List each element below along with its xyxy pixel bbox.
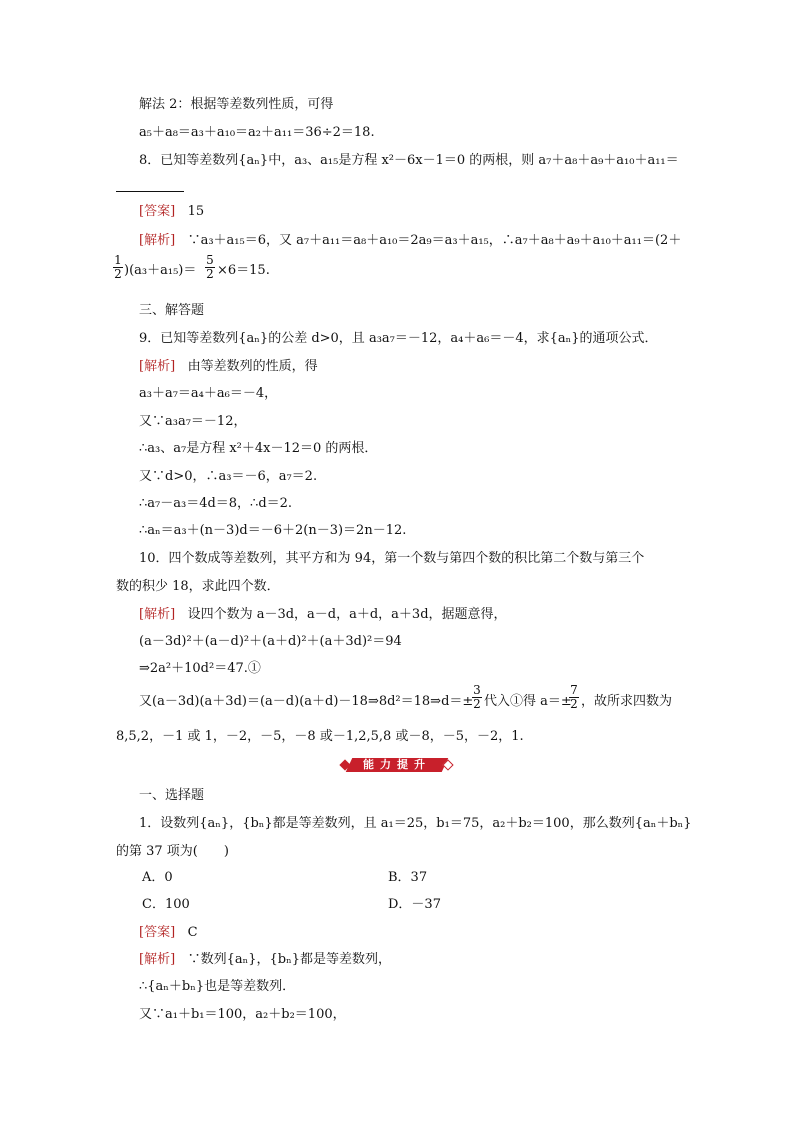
analysis-10-eq1: (a－3d)²＋(a－d)²＋(a＋d)²＋(a＋3d)²＝94 [139, 634, 402, 649]
question-10-line2: 数的积少 18，求此四个数． [116, 579, 280, 594]
fraction-denominator: 2 [114, 267, 122, 281]
analysis-8-line2a: )(a₃＋a₁₅)＝ [124, 263, 197, 278]
question-10-line1: 10．四个数成等差数列，其平方和为 94，第一个数与第四个数的积比第二个数与第三个 [139, 551, 645, 566]
banner-title: 能力提升 [363, 758, 431, 771]
answer-choice-1 [139, 924, 198, 942]
answer-tag: [答案] [139, 925, 176, 940]
analysis-text: ∵a₃＋a₁₅＝6，又 a₇＋a₁₁＝a₈＋a₁₀＝2a₉＝a₃＋a₁₅，∴a₇＋a₈＋a₉＋a₁₀＋a₁₁＝(2＋ [187, 233, 682, 248]
fraction-numerator: 1 [114, 253, 122, 267]
analysis-choice-1-line3: 又∵a₁＋b₁＝100，a₂＋b₂＝100， [139, 1007, 346, 1022]
answer-value: 15 [187, 204, 205, 219]
option-b: B．37 [388, 870, 428, 885]
analysis-10-eq3b: 代入①得 a＝± [484, 694, 572, 709]
method-2-heading: 解法 2：根据等差数列性质，可得 [139, 97, 334, 112]
analysis-9-intro [139, 358, 318, 376]
analysis-10-intro [139, 606, 507, 624]
analysis-10-eq2: ⇒2a²＋10d²＝47.① [139, 661, 261, 676]
analysis-10-result: 8,5,2，－1 或 1，－2，－5，－8 或－1,2,5,8 或－8，－5，－2，1. [116, 729, 524, 744]
analysis-8-line1 [139, 232, 681, 250]
analysis-text: 由等差数列的性质，得 [187, 359, 318, 374]
section-heading-solve: 三、解答题 [139, 303, 205, 318]
analysis-tag: [解析] [139, 952, 176, 967]
fraction-numerator: 5 [206, 253, 214, 267]
fraction-denominator: 2 [473, 697, 481, 711]
answer-blank [116, 191, 184, 192]
analysis-9-step5: ∴a₇－a₃＝4d＝8，∴d＝2. [139, 496, 293, 511]
choice-question-1-line1: 1．设数列{aₙ}，{bₙ}都是等差数列，且 a₁＝25，b₁＝75，a₂＋b₂＝100，那么数列{aₙ＋bₙ} [139, 816, 692, 831]
option-c: C．100 [142, 897, 190, 912]
fraction-numerator: 3 [473, 683, 481, 697]
analysis-choice-1-line1 [139, 951, 391, 969]
analysis-text: ∵数列{aₙ}，{bₙ}都是等差数列， [187, 952, 391, 967]
choice-question-1-line2: 的第 37 项为( ) [116, 844, 229, 859]
option-d: D．－37 [388, 897, 441, 912]
question-8: 8．已知等差数列{aₙ}中，a₃、a₁₅是方程 x²－6x－1＝0 的两根，则 a₇＋a₈＋a₉＋a₁₀＋a₁₁＝ [139, 153, 679, 168]
analysis-tag: [解析] [139, 359, 176, 374]
analysis-choice-1-line2: ∴{aₙ＋bₙ}也是等差数列． [139, 979, 296, 994]
answer-8 [139, 203, 204, 221]
analysis-9-step3: ∴a₃、a₇是方程 x²＋4x－12＝0 的两根． [139, 441, 378, 456]
method-2-equation: a₅＋a₈＝a₃＋a₁₀＝a₂＋a₁₁＝36÷2＝18. [139, 125, 375, 140]
answer-tag: [答案] [139, 204, 176, 219]
analysis-9-step2: 又∵a₃a₇＝－12， [139, 414, 247, 429]
analysis-9-step1: a₃＋a₇＝a₄＋a₆＝－4， [139, 386, 278, 401]
analysis-9-step6: ∴aₙ＝a₃＋(n－3)d＝－6＋2(n－3)＝2n－12. [139, 523, 407, 538]
question-9: 9．已知等差数列{aₙ}的公差 d>0，且 a₃a₇＝－12，a₄＋a₆＝－4，求{aₙ}的通项公式． [139, 331, 658, 346]
option-a: A．0 [142, 870, 173, 885]
fraction-numerator: 7 [570, 683, 578, 697]
ability-banner [341, 758, 453, 774]
analysis-10-eq3a: 又(a－3d)(a＋3d)＝(a－d)(a＋d)－18⇒8d²＝18⇒d＝± [139, 694, 474, 709]
analysis-10-eq3c: ，故所求四数为 [581, 694, 673, 709]
answer-value: C [187, 925, 198, 940]
analysis-tag: [解析] [139, 607, 176, 622]
analysis-8-line2b: ×6＝15. [217, 263, 270, 278]
analysis-text: 设四个数为 a－3d，a－d，a＋d，a＋3d，据题意得， [187, 607, 507, 622]
section-heading-choice: 一、选择题 [139, 788, 205, 803]
analysis-9-step4: 又∵d>0，∴a₃＝－6，a₇＝2. [139, 469, 318, 484]
fraction-denominator: 2 [570, 697, 578, 711]
fraction-denominator: 2 [206, 267, 214, 281]
analysis-tag: [解析] [139, 233, 176, 248]
